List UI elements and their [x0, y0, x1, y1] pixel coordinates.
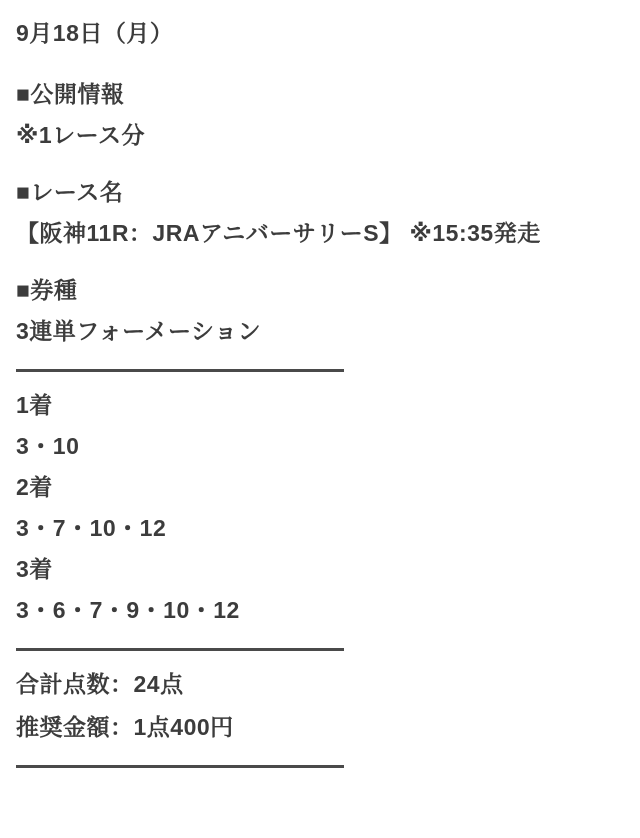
formation-numbers-3: 3・6・7・9・10・12 — [16, 597, 240, 623]
formation-label-2: 2着 — [16, 474, 53, 500]
formation-block — [16, 394, 624, 622]
divider-bottom — [16, 765, 344, 768]
formation-numbers-2: 3・7・10・12 — [16, 515, 167, 541]
section-text-public-info: ※1レース分 — [16, 122, 146, 148]
section-text-race-name: 【阪神11R：JRAアニバーサリーS】 ※15:35発走 — [16, 220, 541, 246]
spacer — [16, 245, 624, 279]
formation-label-1: 1着 — [16, 392, 53, 418]
total-points: 合計点数：24点 — [16, 671, 184, 697]
divider-middle — [16, 648, 344, 651]
formation-label-3: 3着 — [16, 556, 53, 582]
section-text-ticket-type: 3連単フォーメーション — [16, 318, 262, 344]
date-heading: 9月18日（月） — [16, 20, 174, 46]
section-heading-ticket-type: ■券種 — [16, 277, 78, 303]
recommended-amount: 推奨金額：1点400円 — [16, 714, 234, 740]
totals-block — [16, 673, 624, 739]
section-heading-race-name: ■レース名 — [16, 179, 124, 205]
divider-top — [16, 369, 344, 372]
formation-numbers-1: 3・10 — [16, 433, 80, 459]
section-heading-public-info: ■公開情報 — [16, 81, 125, 107]
spacer — [16, 45, 624, 83]
spacer — [16, 147, 624, 181]
